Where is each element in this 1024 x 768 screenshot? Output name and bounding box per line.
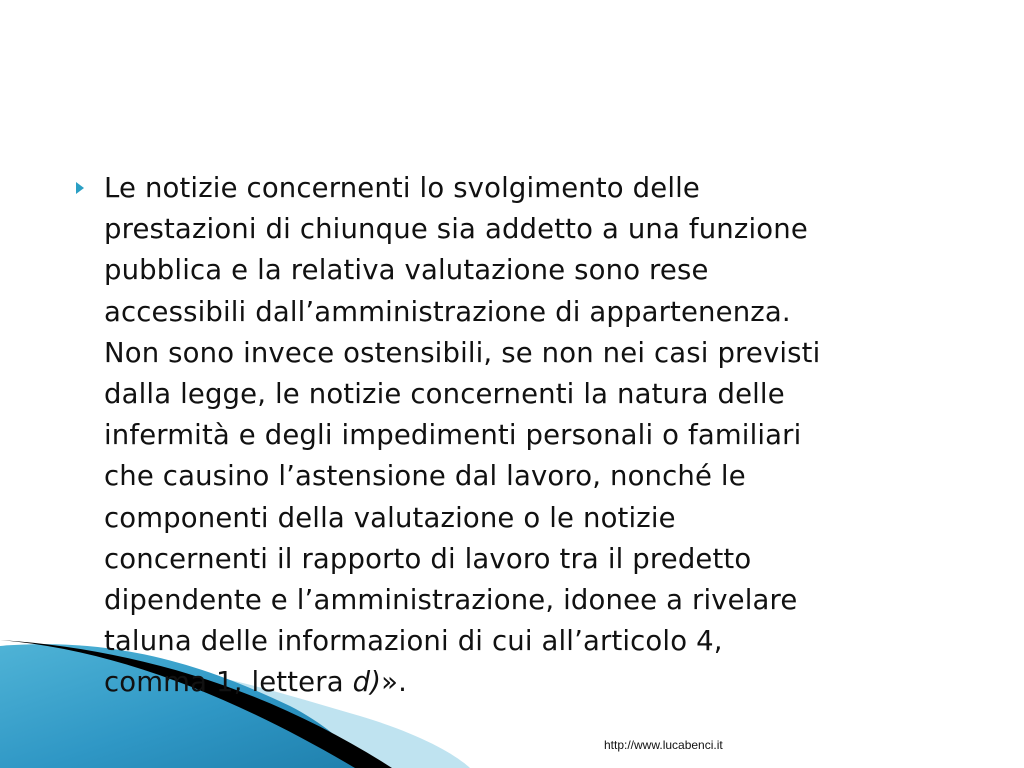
bullet-item — [70, 168, 970, 704]
triangle-bullet-icon — [76, 182, 84, 194]
bullet-closing-text: ». — [381, 666, 407, 699]
footer-url: http://www.lucabenci.it — [604, 738, 723, 752]
bullet-text — [104, 168, 970, 704]
bullet-main-text: Le notizie concernenti lo svolgimento delle prestazioni di chiunque sia addetto a una funzione pubblica e la relativa valutazione sono rese accessibili dall’amministrazione di appartenenza. Non sono invece ostensibili, se non nei casi previsti dalla legge, le notizie concernenti la natura delle infermità e degli impedimenti personali o familiari che causino l’astensione dal lavoro, nonché le componenti della valutazione o le notizie concernenti il rapporto di lavoro tra il predetto dipendente e l’amministrazione, idonee a rivelare taluna delle informazioni di cui all’articolo 4, comma 1, lettera — [104, 172, 821, 699]
bullet-italic-letter: d) — [352, 666, 382, 699]
